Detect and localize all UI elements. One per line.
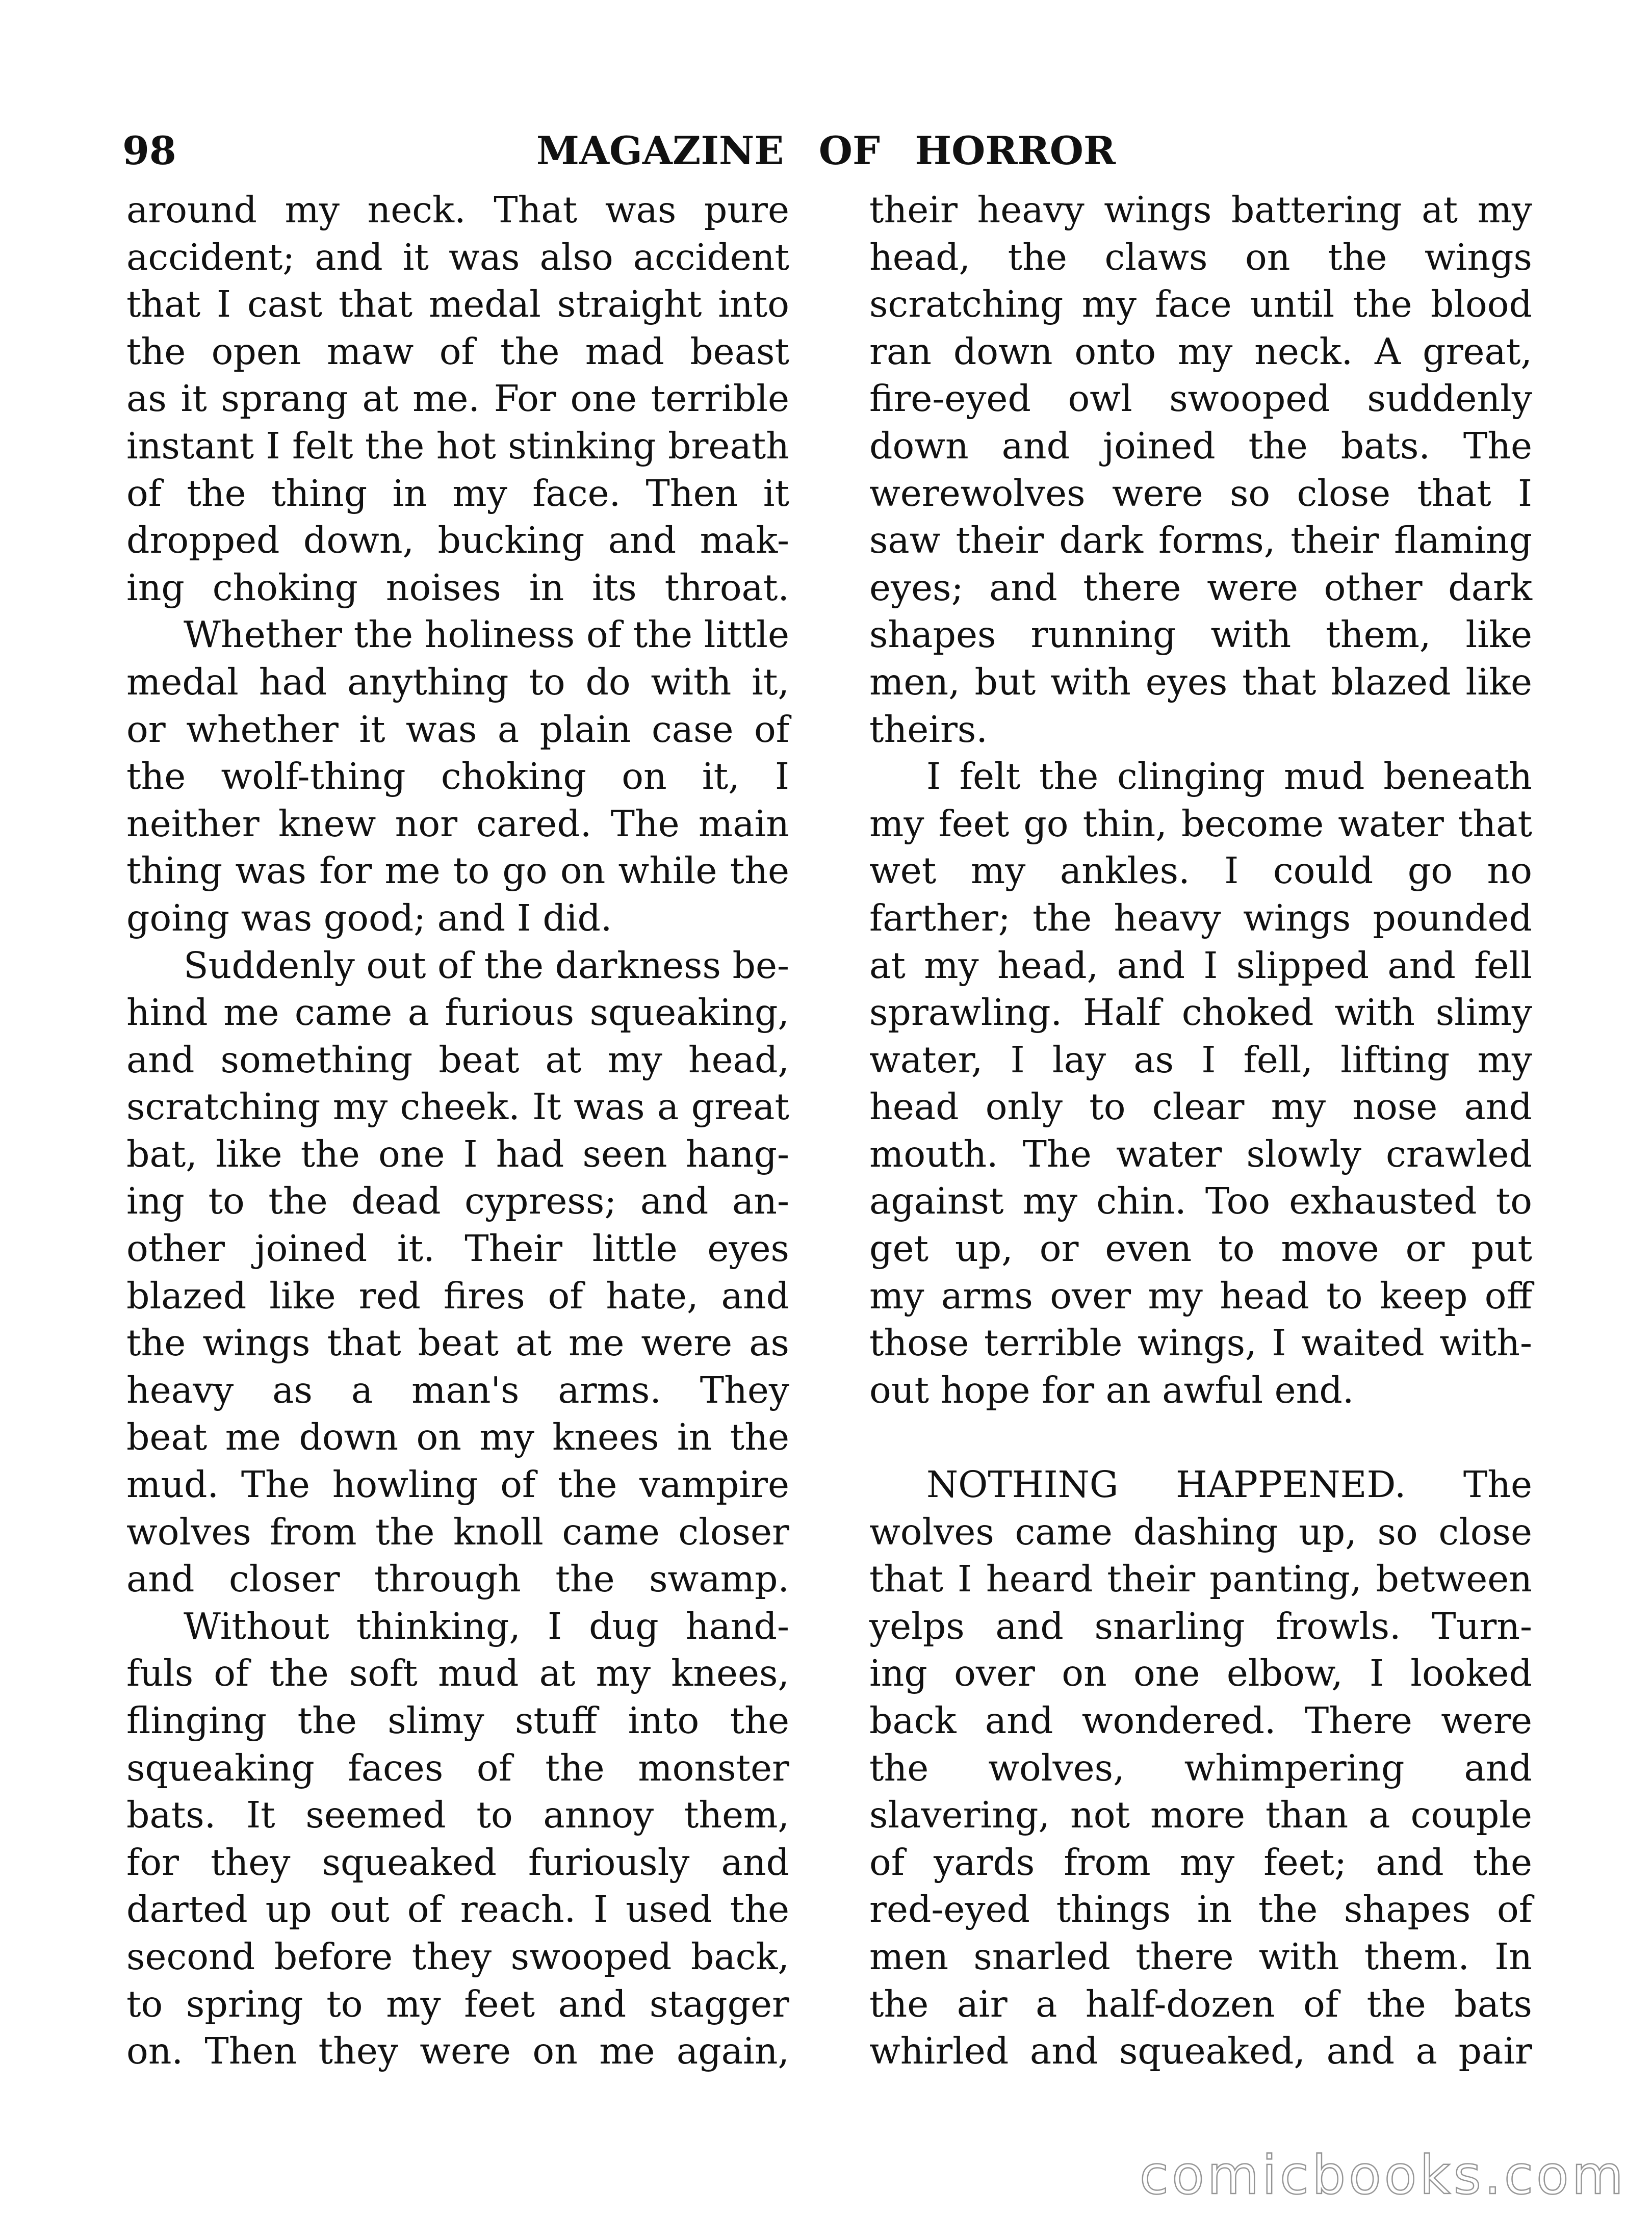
text-line: men snarled there with them. In bbox=[869, 1935, 1532, 1978]
text-line: medal had anything to do with it, bbox=[126, 660, 789, 703]
text-line: those terrible wings, I waited with- bbox=[869, 1322, 1532, 1364]
text-line: werewolves were so close that I bbox=[869, 472, 1532, 514]
text-line: going was good; and I did. bbox=[126, 896, 612, 939]
text-line: flinging the slimy stuff into the bbox=[126, 1699, 789, 1742]
text-line: scratching my cheek. It was a great bbox=[126, 1086, 789, 1128]
text-line: wolves came dashing up, so close bbox=[869, 1510, 1532, 1553]
left-text-column bbox=[126, 187, 789, 2075]
text-line: men, but with eyes that blazed like bbox=[869, 660, 1532, 703]
text-line: heavy as a man's arms. They bbox=[126, 1369, 789, 1411]
text-line: sprawling. Half choked with slimy bbox=[869, 991, 1532, 1034]
text-line: wet my ankles. I could go no bbox=[869, 849, 1532, 892]
text-line: the air a half-dozen of the bats bbox=[869, 1982, 1532, 2025]
text-line: back and wondered. There were bbox=[869, 1699, 1532, 1742]
text-line: my arms over my head to keep off bbox=[869, 1274, 1532, 1317]
text-line: hind me came a furious squeaking, bbox=[126, 991, 789, 1034]
text-line: ing over on one elbow, I looked bbox=[869, 1652, 1532, 1695]
text-line: darted up out of reach. I used the bbox=[126, 1888, 789, 1931]
text-line: head, the claws on the wings bbox=[869, 236, 1532, 278]
text-line: I felt the clinging mud beneath bbox=[926, 755, 1532, 798]
right-text-column bbox=[869, 187, 1532, 2075]
text-line: thing was for me to go on while the bbox=[126, 849, 789, 892]
text-line: fire-eyed owl swooped suddenly bbox=[869, 377, 1532, 420]
text-line: out hope for an awful end. bbox=[869, 1369, 1354, 1411]
text-line: farther; the heavy wings pounded bbox=[869, 896, 1532, 939]
page-number: 98 bbox=[122, 128, 176, 173]
text-line: as it sprang at me. For one terrible bbox=[126, 377, 789, 420]
text-line: that I heard their panting, between bbox=[869, 1558, 1532, 1601]
text-line: mud. The howling of the vampire bbox=[126, 1463, 789, 1506]
text-line: Whether the holiness of the little bbox=[184, 613, 789, 656]
text-line: water, I lay as I fell, lifting my bbox=[869, 1038, 1532, 1081]
text-line: at my head, and I slipped and fell bbox=[869, 944, 1532, 987]
text-line: wolves from the knoll came closer bbox=[126, 1510, 789, 1553]
text-line: the wings that beat at me were as bbox=[126, 1322, 789, 1364]
text-line: the wolf-thing choking on it, I bbox=[126, 755, 789, 798]
text-line: second before they swooped back, bbox=[126, 1935, 789, 1978]
text-line: for they squeaked furiously and bbox=[126, 1841, 789, 1884]
text-line: eyes; and there were other dark bbox=[869, 566, 1532, 609]
magazine-title: MAGAZINE OF HORROR bbox=[536, 128, 1116, 173]
paragraph-gap bbox=[869, 1414, 1532, 1461]
text-line: dropped down, bucking and mak- bbox=[126, 519, 789, 562]
text-line: instant I felt the hot stinking breath bbox=[126, 424, 789, 467]
text-line: ing to the dead cypress; and an- bbox=[126, 1180, 789, 1223]
text-line: the open maw of the mad beast bbox=[126, 330, 789, 373]
text-line: Suddenly out of the darkness be- bbox=[184, 944, 789, 987]
text-line: fuls of the soft mud at my knees, bbox=[126, 1652, 789, 1695]
text-line: my feet go thin, become water that bbox=[869, 802, 1532, 845]
text-line: yelps and snarling frowls. Turn- bbox=[869, 1605, 1532, 1647]
text-line: red-eyed things in the shapes of bbox=[869, 1888, 1532, 1931]
text-line: on. Then they were on me again, bbox=[126, 2030, 789, 2073]
text-line: get up, or even to move or put bbox=[869, 1227, 1532, 1270]
text-line: shapes running with them, like bbox=[869, 613, 1532, 656]
text-line: against my chin. Too exhausted to bbox=[869, 1180, 1532, 1223]
text-line: scratching my face until the blood bbox=[869, 283, 1532, 326]
text-line: the wolves, whimpering and bbox=[869, 1746, 1532, 1789]
text-line: mouth. The water slowly crawled bbox=[869, 1132, 1532, 1175]
text-line: to spring to my feet and stagger bbox=[126, 1982, 789, 2025]
watermark-logo: comicbooks.com bbox=[1139, 2144, 1627, 2206]
text-line: squeaking faces of the monster bbox=[126, 1746, 789, 1789]
text-line: of yards from my feet; and the bbox=[869, 1841, 1532, 1884]
text-line: that I cast that medal straight into bbox=[126, 283, 789, 326]
text-line: Without thinking, I dug hand- bbox=[184, 1605, 789, 1647]
text-line: blazed like red fires of hate, and bbox=[126, 1274, 789, 1317]
text-line: saw their dark forms, their flaming bbox=[869, 519, 1532, 562]
text-line: slavering, not more than a couple bbox=[869, 1794, 1532, 1837]
text-line: and closer through the swamp. bbox=[126, 1558, 789, 1601]
text-line: around my neck. That was pure bbox=[126, 189, 789, 231]
text-line: or whether it was a plain case of bbox=[126, 708, 789, 751]
text-line: accident; and it was also accident bbox=[126, 236, 789, 278]
text-line: neither knew nor cared. The main bbox=[126, 802, 789, 845]
text-line: of the thing in my face. Then it bbox=[126, 472, 789, 514]
text-line: bats. It seemed to annoy them, bbox=[126, 1794, 789, 1837]
text-line: bat, like the one I had seen hang- bbox=[126, 1132, 789, 1175]
section-opening-line: NOTHING HAPPENED. The bbox=[926, 1463, 1532, 1506]
text-line: theirs. bbox=[869, 708, 988, 751]
text-line: ing choking noises in its throat. bbox=[126, 566, 789, 609]
text-line: beat me down on my knees in the bbox=[126, 1416, 789, 1459]
text-line: ran down onto my neck. A great, bbox=[869, 330, 1532, 373]
text-line: down and joined the bats. The bbox=[869, 424, 1532, 467]
text-line: head only to clear my nose and bbox=[869, 1086, 1532, 1128]
text-line: and something beat at my head, bbox=[126, 1038, 789, 1081]
text-line: whirled and squeaked, and a pair bbox=[869, 2030, 1532, 2073]
text-line: other joined it. Their little eyes bbox=[126, 1227, 789, 1270]
text-line: their heavy wings battering at my bbox=[869, 189, 1532, 231]
